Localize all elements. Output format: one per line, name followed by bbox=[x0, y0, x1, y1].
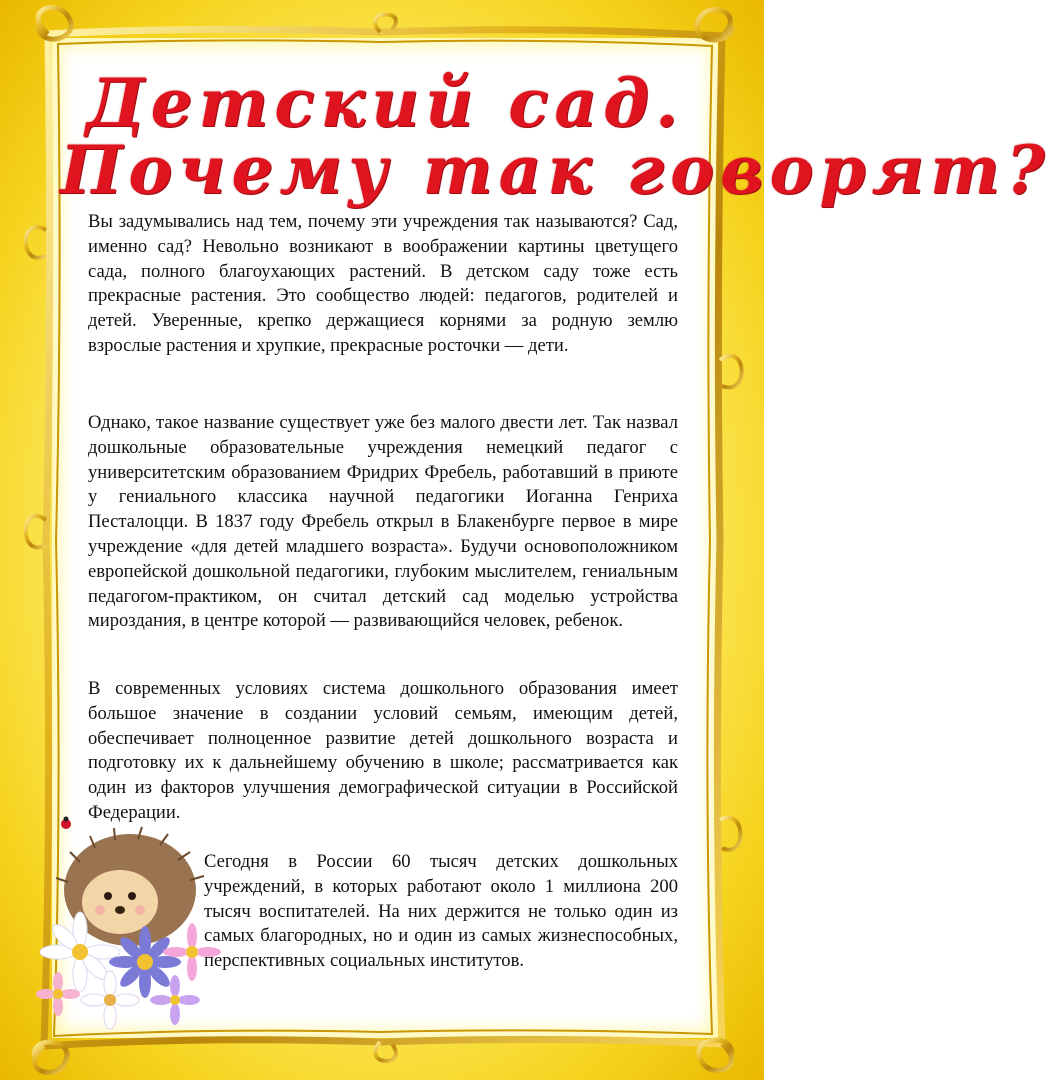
paragraph-4: Сегодня в России 60 тысяч детских дошкольных учреждений, в которых работают около 1 миллиона 200 тысяч воспитателей. На них держится не только один из самых благородных, но и один из самых жизнеспособных, перспективных социальных институтов. bbox=[204, 851, 678, 972]
ladybug-icon bbox=[61, 817, 71, 830]
paragraph-3: В современных условиях система дошкольного образования имеет большое значение в создании условий семьям, имеющим детей, обеспечивает полноценное развитие детей дошкольного возраста и подготовку их к дальнейшему обучению в школе; рассматривается как один из факторов улучшения демографической ситуации в Российской Федерации. bbox=[88, 678, 678, 823]
paragraph-1: Вы задумывались над тем, почему эти учреждения так называются? Сад, именно сад? Невольно возникают в воображении картины цветущего сада, полного благоухающих растений. В детском саду тоже есть прекрасные растения. Это сообщество людей: педагогов, родителей и детей. Уверенные, крепко держащиеся корнями за родную землю взрослые растения и хрупкие, прекрасные росточки — дети. bbox=[88, 211, 678, 356]
title-line-1: Детский сад. bbox=[85, 64, 685, 142]
paragraph-2: Однако, такое название существует уже без малого двести лет. Так назвал дошкольные образовательные учреждения немецкий педагог с университетским образованием Фридрих Фребель, работавший в приюте у гениального классика научной педагогики Иоганна Генриха Песталоцци. В 1837 году Фребель открыл в Блакенбурге первое в мире учреждение «для детей младшего возраста». Будучи основоположником европейской дошкольной педагогики, глубоким мыслителем, гениальным педагогом-практиком, он считал детский сад моделью устройства мироздания, в центре которой — развивающийся человек, ребенок. bbox=[88, 412, 678, 632]
hedgehog-with-flowers-illustration bbox=[40, 812, 220, 1022]
title-line-2: Почему так говорят? bbox=[60, 131, 1051, 209]
